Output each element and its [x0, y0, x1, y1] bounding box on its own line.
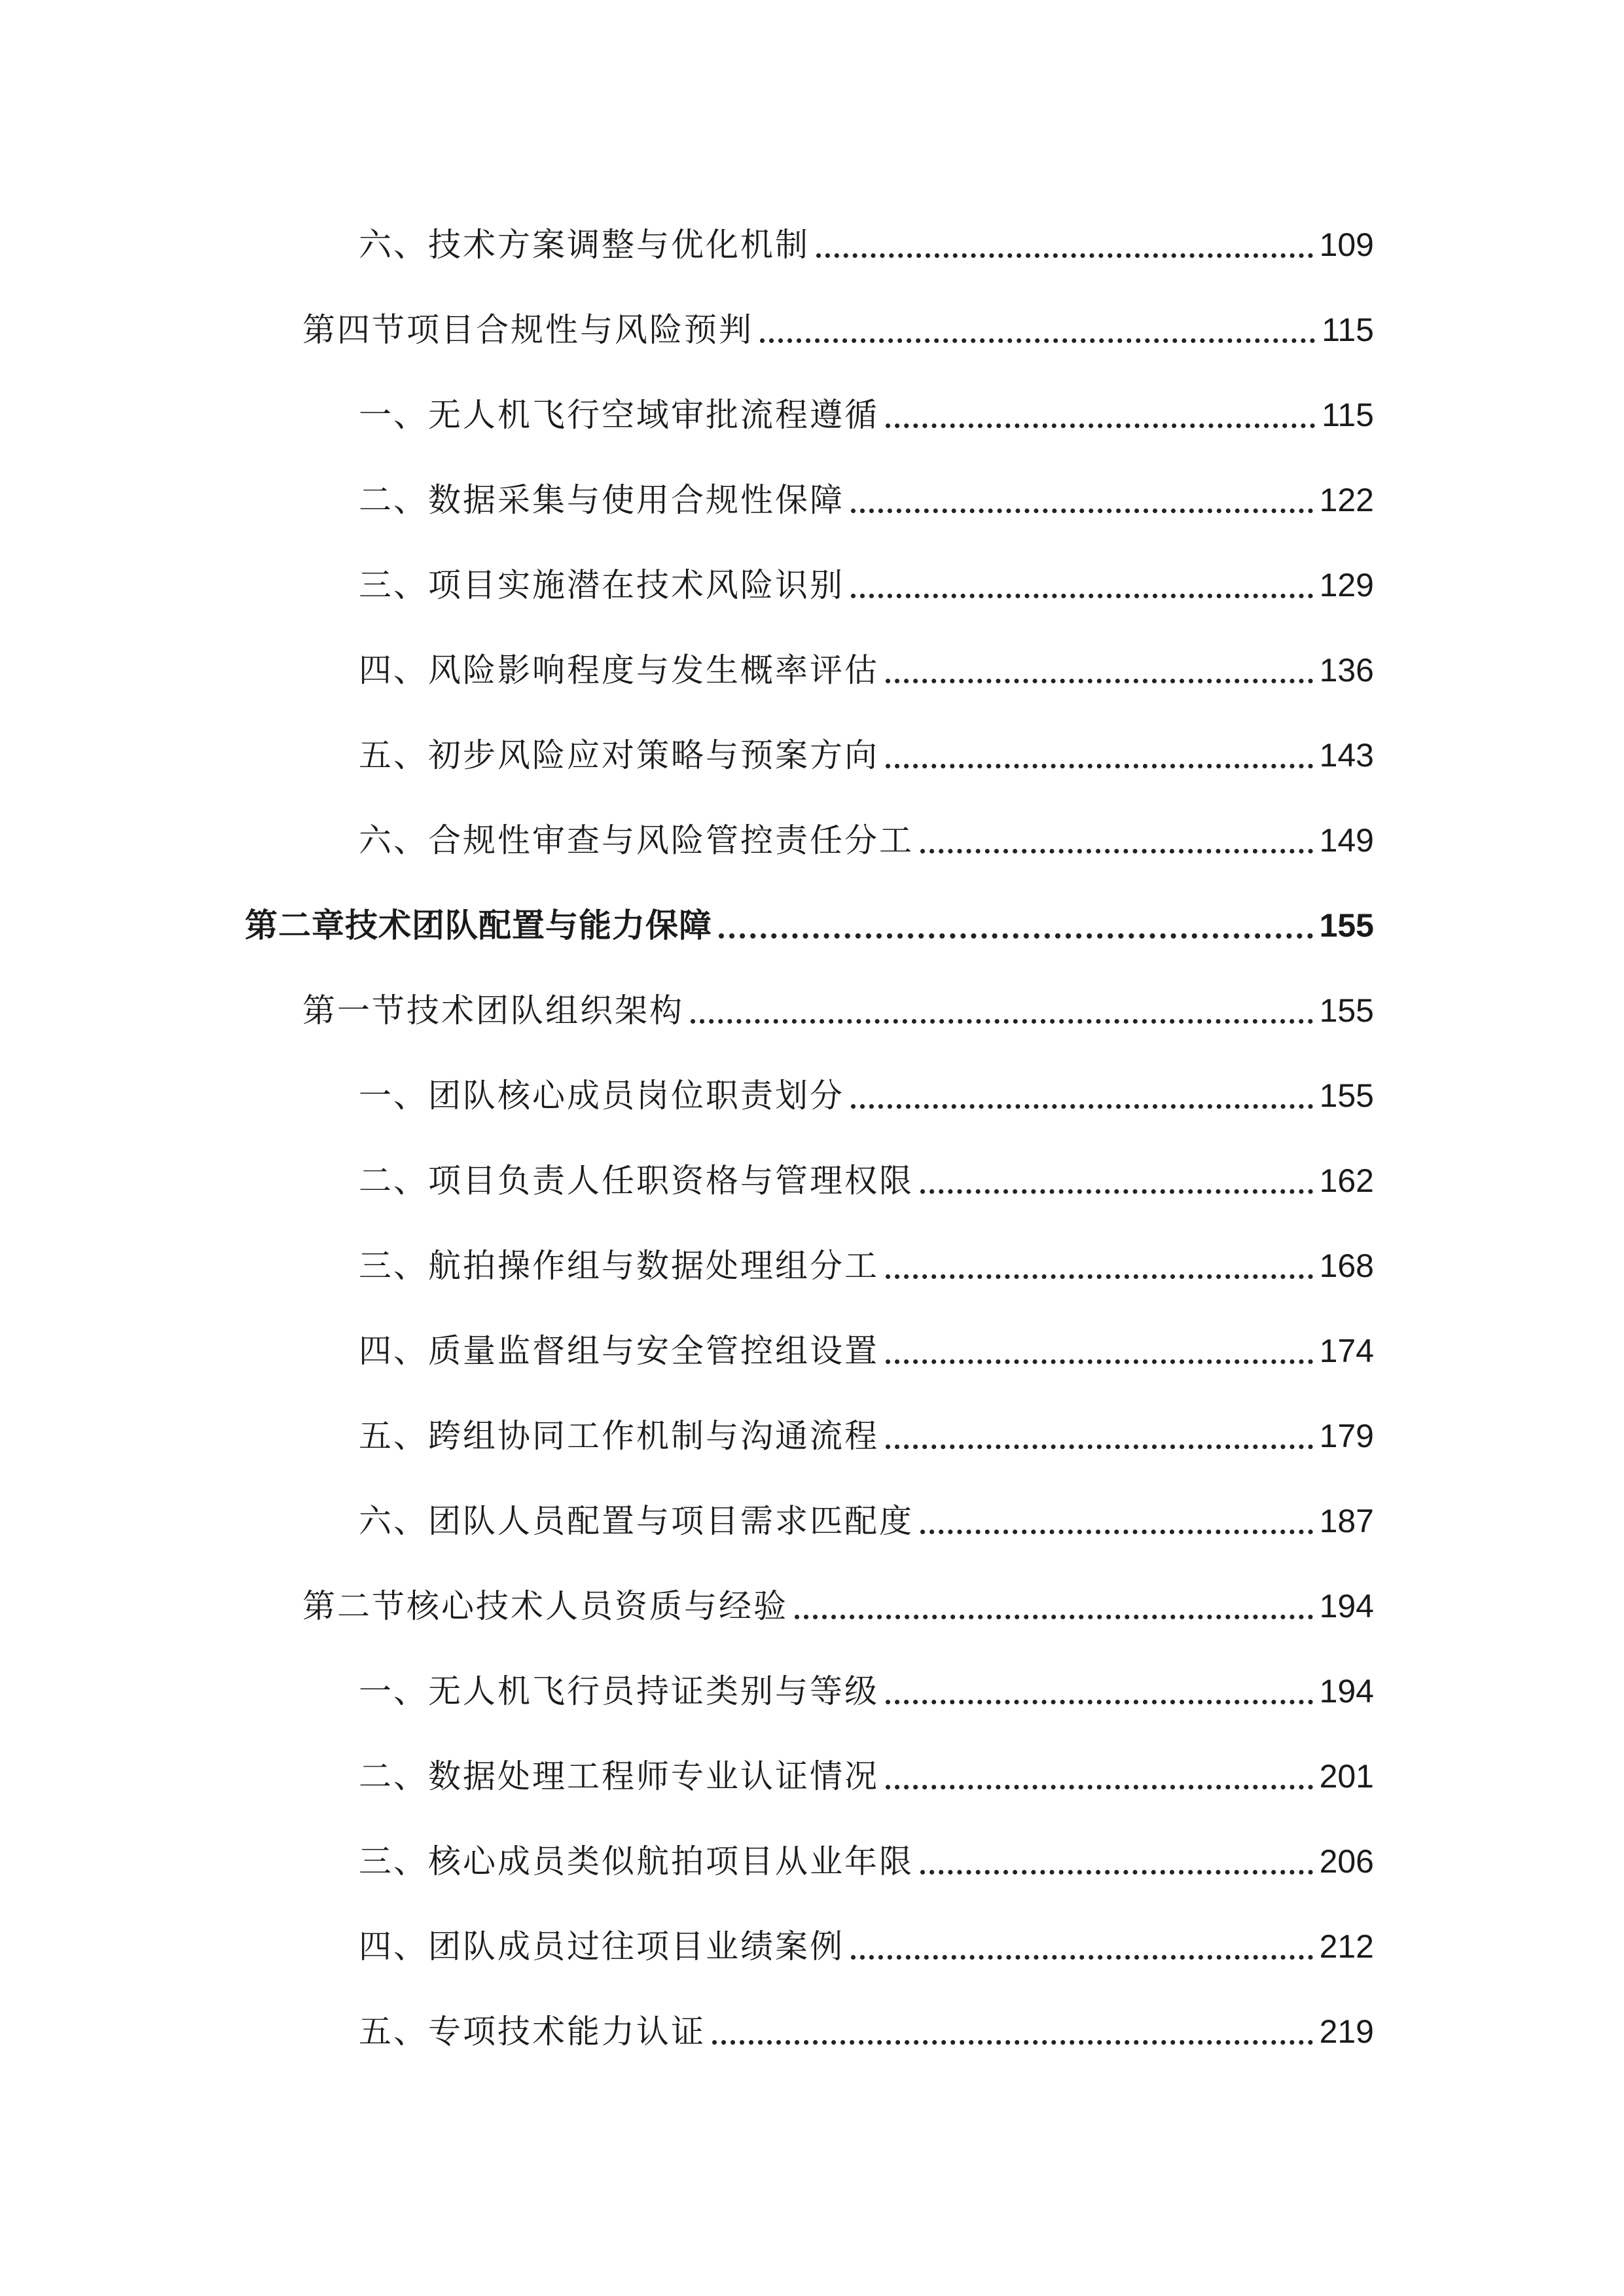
- toc-entry-title: 六、合规性审查与风险管控责任分工: [359, 821, 914, 859]
- toc-entry[interactable]: [359, 384, 1374, 436]
- toc-entry-page: 212: [1319, 1928, 1374, 1965]
- toc-leader-dots: [851, 509, 1313, 513]
- toc-leader-dots: [851, 1955, 1313, 1960]
- toc-entry-chapter[interactable]: [245, 894, 1374, 946]
- toc-leader-dots: [886, 764, 1313, 768]
- toc-entry[interactable]: [359, 1319, 1374, 1372]
- toc-entry[interactable]: [359, 1149, 1374, 1202]
- toc-entry[interactable]: [359, 1915, 1374, 1967]
- toc-leader-dots: [920, 1189, 1313, 1194]
- toc-leader-dots: [920, 1530, 1313, 1534]
- toc-entry-title: 四、团队成员过往项目业绩案例: [359, 1928, 844, 1965]
- toc-leader-dots: [886, 1785, 1313, 1789]
- toc-entry-title: 四、风险影响程度与发生概率评估: [359, 651, 879, 689]
- toc-entry[interactable]: [359, 554, 1374, 606]
- toc-entry-title: 三、航拍操作组与数据处理组分工: [359, 1247, 879, 1285]
- toc-entry-page: 149: [1319, 822, 1374, 859]
- toc-entry[interactable]: [359, 1405, 1374, 1457]
- toc-entry[interactable]: [359, 1660, 1374, 1712]
- toc-entry-title: 二、数据采集与使用合规性保障: [359, 481, 844, 519]
- toc-entry-title: 二、数据处理工程师专业认证情况: [359, 1757, 879, 1795]
- toc-entry-page: 155: [1319, 992, 1374, 1029]
- toc-entry-title: 六、团队人员配置与项目需求匹配度: [359, 1502, 914, 1540]
- toc-entry-page: 136: [1319, 652, 1374, 689]
- toc-entry-page: 179: [1319, 1418, 1374, 1454]
- toc-leader-dots: [886, 1359, 1313, 1364]
- toc-leader-dots: [719, 933, 1313, 939]
- toc-entry-page: 201: [1319, 1758, 1374, 1795]
- toc-entry[interactable]: [359, 1745, 1374, 1797]
- toc-entry-page: 122: [1319, 482, 1374, 518]
- toc-entry[interactable]: [359, 2000, 1374, 2053]
- toc-entry-page: 206: [1319, 1843, 1374, 1880]
- toc-entry-title: 三、项目实施潜在技术风险识别: [359, 566, 844, 604]
- toc-leader-dots: [816, 253, 1313, 258]
- toc-leader-dots: [886, 1274, 1313, 1279]
- toc-entry-title: 第四节项目合规性与风险预判: [302, 311, 753, 349]
- toc-entry[interactable]: [302, 298, 1374, 351]
- toc-leader-dots: [795, 1615, 1313, 1619]
- toc-entry-page: 194: [1319, 1588, 1374, 1624]
- toc-entry-title: 五、跨组协同工作机制与沟通流程: [359, 1417, 879, 1455]
- toc-entry-title: 第一节技术团队组织架构: [302, 992, 684, 1030]
- toc-entry[interactable]: [359, 1490, 1374, 1542]
- toc-entry-page: 168: [1319, 1247, 1374, 1284]
- toc-entry[interactable]: [359, 1234, 1374, 1287]
- toc-entry-page: 194: [1319, 1673, 1374, 1710]
- toc-leader-dots: [920, 849, 1313, 853]
- toc-entry-title: 三、核心成员类似航拍项目从业年限: [359, 1842, 914, 1880]
- toc-entry-title: 五、专项技术能力认证: [359, 2013, 706, 2051]
- toc-entry-page: 115: [1322, 397, 1374, 433]
- toc-leader-dots: [886, 679, 1313, 683]
- toc-entry-title: 六、技术方案调整与优化机制: [359, 226, 810, 264]
- toc-leader-dots: [886, 1700, 1313, 1704]
- toc-entry[interactable]: [359, 469, 1374, 521]
- toc-entry-title: 第二节核心技术人员资质与经验: [302, 1587, 788, 1625]
- toc-leader-dots: [886, 1444, 1313, 1449]
- toc-leader-dots: [712, 2040, 1313, 2045]
- toc-entry[interactable]: [359, 1830, 1374, 1882]
- toc-entry-page: 129: [1319, 567, 1374, 603]
- toc-entry-title: 一、无人机飞行员持证类别与等级: [359, 1672, 879, 1710]
- toc-entry-page: 155: [1319, 1077, 1374, 1114]
- toc-entry-title: 第二章技术团队配置与能力保障: [245, 906, 712, 944]
- toc-entry-title: 四、质量监督组与安全管控组设置: [359, 1332, 879, 1370]
- toc-entry[interactable]: [359, 639, 1374, 691]
- toc-leader-dots: [920, 1870, 1313, 1874]
- toc-entry-page: 174: [1319, 1333, 1374, 1369]
- toc-entry-page: 115: [1322, 312, 1374, 348]
- toc-entry[interactable]: [302, 1575, 1374, 1627]
- toc-entry-page: 162: [1319, 1162, 1374, 1199]
- toc-leader-dots: [691, 1019, 1313, 1024]
- toc-entry-page: 219: [1319, 2013, 1374, 2050]
- toc-leader-dots: [851, 1104, 1313, 1109]
- toc-entry-page: 109: [1319, 226, 1374, 263]
- toc-entry[interactable]: [302, 979, 1374, 1031]
- toc-entry-title: 二、项目负责人任职资格与管理权限: [359, 1162, 914, 1200]
- toc-entry[interactable]: [359, 724, 1374, 776]
- toc-entry[interactable]: [359, 213, 1374, 266]
- toc-entry[interactable]: [359, 1064, 1374, 1117]
- toc-entry[interactable]: [359, 809, 1374, 861]
- toc-entry-page: 187: [1319, 1503, 1374, 1539]
- toc-entry-title: 一、无人机飞行空域审批流程遵循: [359, 396, 879, 434]
- toc-entry-title: 五、初步风险应对策略与预案方向: [359, 736, 879, 774]
- toc-entry-page: 155: [1319, 907, 1374, 944]
- toc-leader-dots: [851, 594, 1313, 598]
- toc-entry-page: 143: [1319, 737, 1374, 774]
- toc-entry-title: 一、团队核心成员岗位职责划分: [359, 1077, 844, 1115]
- toc-leader-dots: [760, 338, 1315, 343]
- toc-leader-dots: [886, 423, 1315, 428]
